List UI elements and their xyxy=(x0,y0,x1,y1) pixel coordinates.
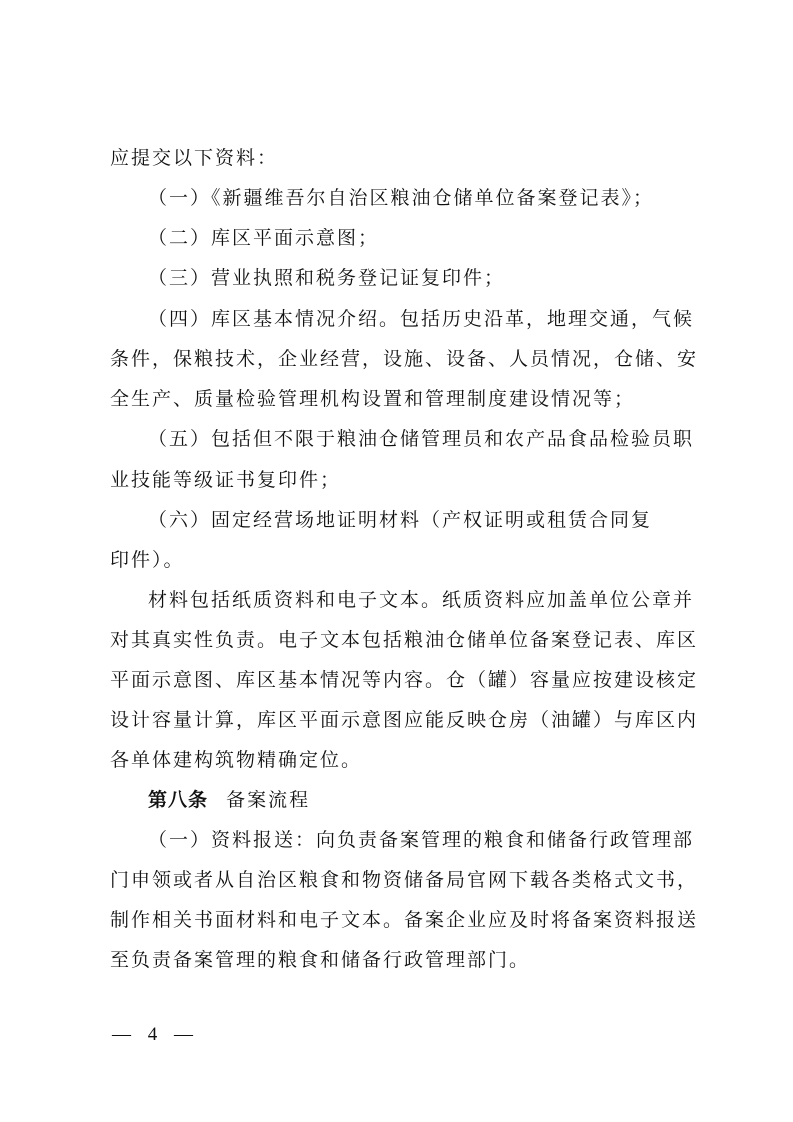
text-line: 全生产、质量检验管理机构设置和管理制度建设情况等； xyxy=(110,388,636,410)
article-title: 备案流程 xyxy=(226,789,311,811)
text-line: 设计容量计算，库区平面示意图应能反映仓房（油罐）与库区内 xyxy=(110,709,699,731)
text-line: 对其真实性负责。电子文本包括粮油仓储单位备案登记表、库区 xyxy=(110,629,699,651)
paragraph-start: 材料包括纸质资料和电子文本。纸质资料应加盖单位公章并 xyxy=(148,589,695,611)
page-number: — 4 — xyxy=(112,1024,199,1045)
text-line: 印件）。 xyxy=(110,549,185,571)
text-line: 平面示意图、库区基本情况等内容。仓（罐）容量应按建设核定 xyxy=(110,669,699,691)
article-number: 第八条 xyxy=(148,789,209,811)
list-item: （一）资料报送：向负责备案管理的粮食和储备行政管理部 xyxy=(148,829,695,851)
text-line: 条件，保粮技术，企业经营，设施、设备、人员情况，仓储、安 xyxy=(110,348,699,370)
list-item: （六）固定经营场地证明材料（产权证明或租赁合同复 xyxy=(148,509,653,531)
text-line: 各单体建构筑物精确定位。 xyxy=(110,749,363,771)
list-item: （五）包括但不限于粮油仓储管理员和农产品食品检验员职 xyxy=(148,428,695,450)
text-line: 至负责备案管理的粮食和储备行政管理部门。 xyxy=(110,949,531,971)
list-item: （三）营业执照和税务登记证复印件； xyxy=(148,267,506,289)
text-line: 制作相关书面材料和电子文本。备案企业应及时将备案资料报送 xyxy=(110,909,699,931)
text-line: 业技能等级证书复印件； xyxy=(110,469,342,491)
text-line: 应提交以下资料： xyxy=(110,147,279,169)
list-item: （四）库区基本情况介绍。包括历史沿革，地理交通，气候 xyxy=(148,308,695,330)
list-item: （一）《新疆维吾尔自治区粮油仓储单位备案登记表》； xyxy=(148,187,655,209)
text-line: 门申领或者从自治区粮食和物资储备局官网下载各类格式文书， xyxy=(110,869,699,891)
list-item: （二）库区平面示意图； xyxy=(148,227,380,249)
article-heading-line xyxy=(148,787,310,813)
